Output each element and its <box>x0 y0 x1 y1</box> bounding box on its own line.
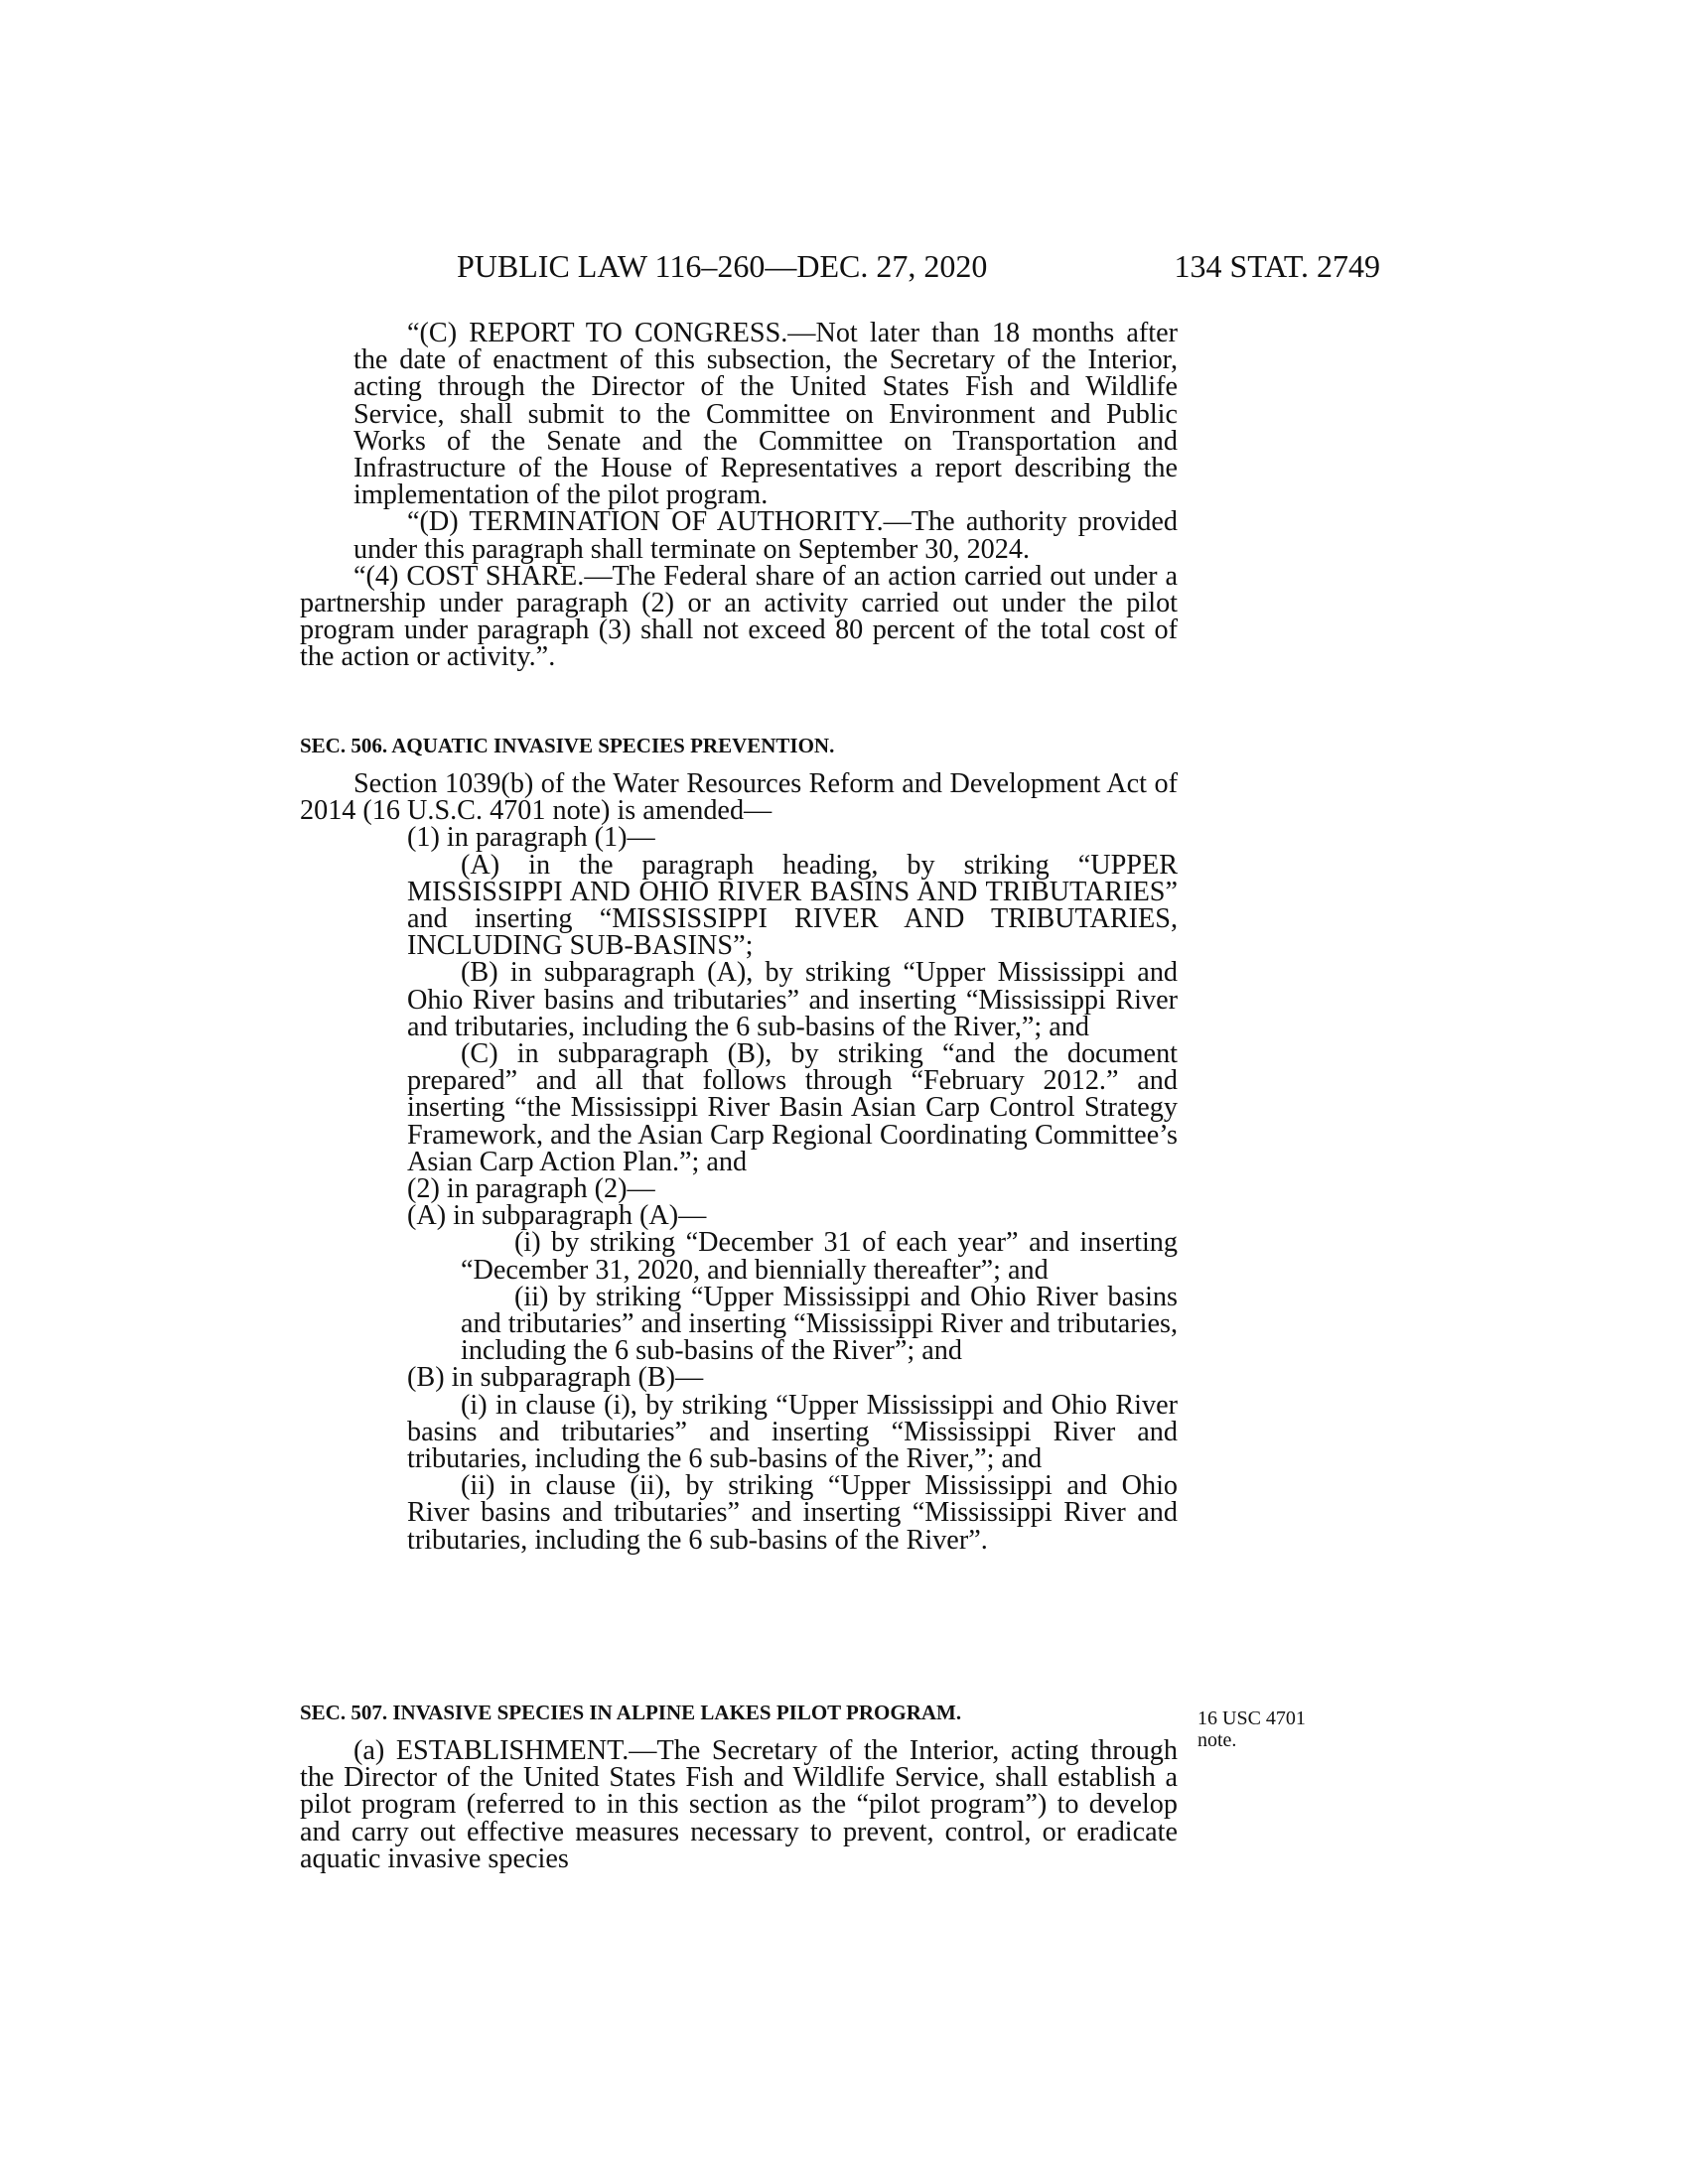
paragraph-4-cost-share: “(4) COST SHARE.—The Federal share of an action carried out under a partnership under paragraph (2) or an activity carried out under the pilot program under paragraph (3) shall not exceed 80 percent of the total cost of the action or activity.”. <box>300 560 1178 673</box>
paragraph-c-report: “(C) REPORT TO CONGRESS.—Not later than 18 months after the date of enactment of this subsection, the Secretary of the Interior, acting through the Director of the United States Fish and Wildlife Service, shall submit to the Committee on Environment and Public Works of the Senate and the Committee on Transportation and Infrastructure of the House of Representatives a report describing the implementation of the pilot program. <box>353 318 1178 511</box>
public-law-title: PUBLIC LAW 116–260—DEC. 27, 2020 <box>457 248 988 284</box>
sec-507-establishment: (a) ESTABLISHMENT.—The Secretary of the Interior, acting through the Director of the United States Fish and Wildlife Service, shall establish a pilot program (referred to in this section as the “pilot program”) to develop and carry out effective measures necessary to prevent, control, or eradicate aquatic invasive species <box>300 1735 1178 1874</box>
item-2-b: (B) in subparagraph (B)— <box>407 1362 704 1394</box>
sec-506-heading: SEC. 506. AQUATIC INVASIVE SPECIES PREVENTION. <box>300 734 835 757</box>
statute-page-number: 134 STAT. 2749 <box>1174 248 1380 284</box>
item-2-b-ii: (ii) in clause (ii), by striking “Upper Mississippi and Ohio River basins and tributaries” and inserting “Mississippi River and tributaries, including the 6 sub-basins of the River”. <box>407 1470 1178 1556</box>
item-1-b: (B) in subparagraph (A), by striking “Upper Mississippi and Ohio River basins and tributaries” and inserting “Mississippi River and tributaries, including the 6 sub-basins of the River,”; and <box>407 957 1178 1042</box>
item-2: (2) in paragraph (2)— <box>407 1173 655 1205</box>
sec-507-heading: SEC. 507. INVASIVE SPECIES IN ALPINE LAKES PILOT PROGRAM. <box>300 1701 962 1724</box>
item-2-b-i: (i) in clause (i), by striking “Upper Mississippi and Ohio River basins and tributaries” and inserting “Mississippi River and tributaries, including the 6 sub-basins of the River,”; and <box>407 1389 1178 1475</box>
item-2-a-i: (i) by striking “December 31 of each year” and inserting “December 31, 2020, and biennially thereafter”; and <box>461 1227 1178 1286</box>
item-2-a: (A) in subparagraph (A)— <box>407 1200 707 1232</box>
usc-margin-note: 16 USC 4701 note. <box>1197 1707 1306 1751</box>
item-1: (1) in paragraph (1)— <box>407 822 655 854</box>
paragraph-d-termination: “(D) TERMINATION OF AUTHORITY.—The authority provided under this paragraph shall terminate on September 30, 2024. <box>353 506 1178 565</box>
continued-text <box>300 320 1178 671</box>
page-header <box>457 246 1380 286</box>
sec-506-intro: Section 1039(b) of the Water Resources Reform and Development Act of 2014 (16 U.S.C. 4701 note) is amended— <box>300 768 1178 827</box>
item-1-c: (C) in subparagraph (B), by striking “and the document prepared” and all that follows through “February 2012.” and inserting “the Mississippi River Basin Asian Carp Control Strategy Framework, and the Asian Carp Regional Coordinating Committee’s Asian Carp Action Plan.”; and <box>407 1038 1178 1177</box>
item-2-a-ii: (ii) by striking “Upper Mississippi and Ohio River basins and tributaries” and inserting “Mississippi River and tributaries, including the 6 sub-basins of the River”; and <box>461 1281 1178 1367</box>
sec-506-body <box>300 770 1178 1554</box>
item-1-a: (A) in the paragraph heading, by striking “UPPER MISSISSIPPI AND OHIO RIVER BASINS AND TRIBUTARIES” and inserting “MISSISSIPPI RIVER AND TRIBUTARIES, INCLUDING SUB-BASINS”; <box>407 849 1178 962</box>
sec-507-body <box>300 1737 1178 1872</box>
